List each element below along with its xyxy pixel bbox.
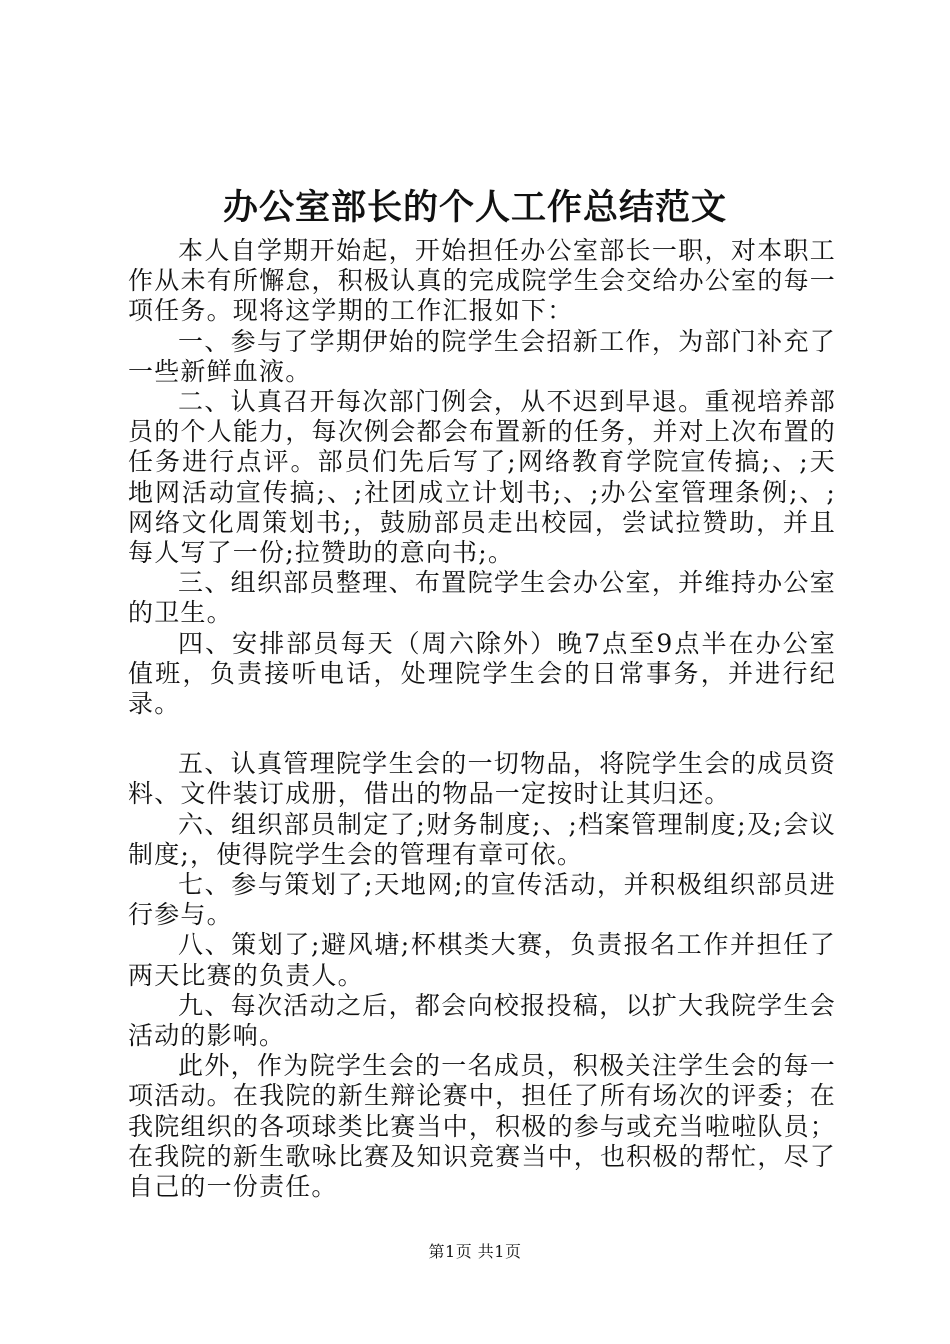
paragraph-item-1: 一、参与了学期伊始的院学生会招新工作，为部门补充了一些新鲜血液。 — [128, 326, 836, 386]
paragraph-conclusion: 此外，作为院学生会的一名成员，积极关注学生会的每一项活动。在我院的新生辩论赛中，担任了所有场次的评委；在我院组织的各项球类比赛当中，积极的参与或充当啦啦队员；在我院的新生歌咏比赛及知识竞赛当中，也积极的帮忙，尽了自己的一份责任。 — [128, 1051, 836, 1202]
paragraph-item-6: 六、组织部员制定了;财务制度;、;档案管理制度;及;会议制度;，使得院学生会的管理有章可依。 — [128, 809, 836, 869]
paragraph-item-5: 五、认真管理院学生会的一切物品，将院学生会的成员资料、文件装订成册，借出的物品一定按时让其归还。 — [128, 749, 836, 809]
paragraph-item-3: 三、组织部员整理、布置院学生会办公室，并维持办公室的卫生。 — [128, 568, 836, 628]
page-footer: 第1页 共1页 — [428, 1242, 522, 1261]
paragraph-item-7: 七、参与策划了;天地网;的宣传活动，并积极组织部员进行参与。 — [128, 870, 836, 930]
paragraph-intro: 本人自学期开始起，开始担任办公室部长一职，对本职工作从未有所懈怠，积极认真的完成院学生会交给办公室的每一项任务。现将这学期的工作汇报如下： — [128, 236, 836, 326]
paragraph-item-2: 二、认真召开每次部门例会，从不迟到早退。重视培养部员的个人能力，每次例会都会布置新的任务，并对上次布置的任务进行点评。部员们先后写了;网络教育学院宣传搞;、;天地网活动宣传搞;、;社团成立计划书;、;办公室管理条例;、;网络文化周策划书;，鼓励部员走出校园，尝试拉赞助，并且每人写了一份;拉赞助的意向书;。 — [128, 387, 836, 568]
paragraph-item-8: 八、策划了;避风塘;杯棋类大赛，负责报名工作并担任了两天比赛的负责人。 — [128, 930, 836, 990]
document-title: 办公室部长的个人工作总结范文 — [222, 187, 727, 228]
document-body — [128, 236, 836, 1202]
paragraph-item-9: 九、每次活动之后，都会向校报投稿，以扩大我院学生会活动的影响。 — [128, 990, 836, 1051]
paragraph-item-4: 四、安排部员每天（周六除外）晚7点至9点半在办公室值班，负责接听电话，处理院学生会的日常事务，并进行纪录。 — [128, 628, 836, 719]
